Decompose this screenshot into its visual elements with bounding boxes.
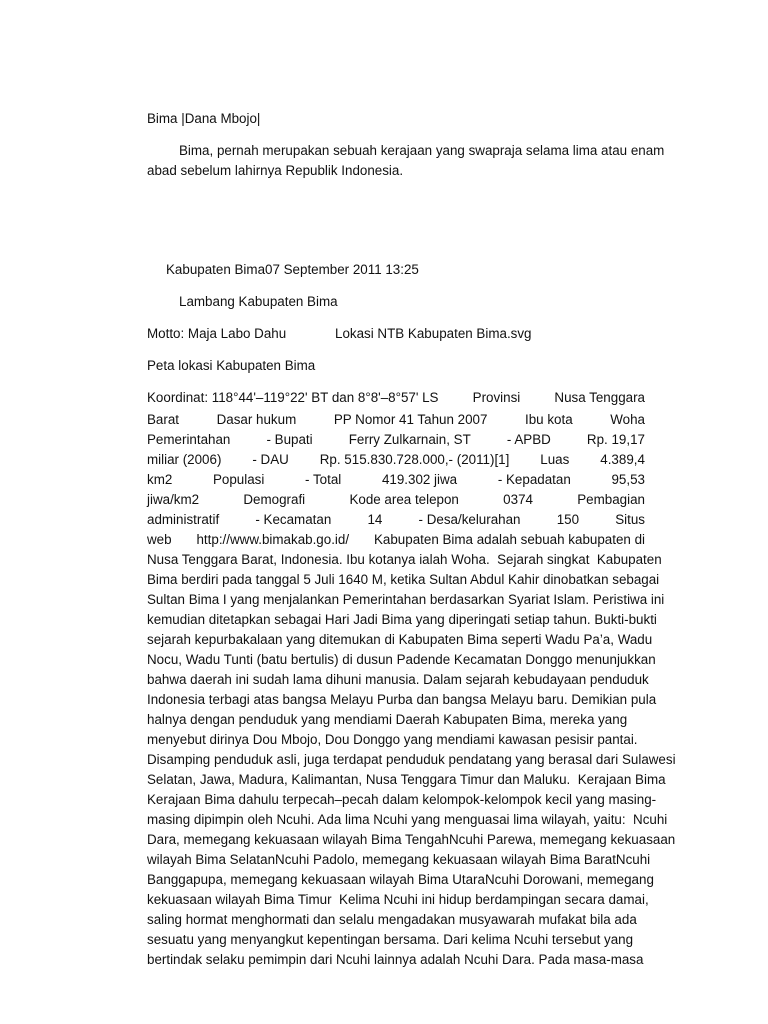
infobox-cell: PP Nomor 41 Tahun 2007 [333, 412, 488, 427]
infobox-row [147, 510, 645, 530]
peta-caption: Peta lokasi Kabupaten Bima [147, 358, 316, 373]
body-line: Nusa Tenggara Barat, Indonesia. Ibu kotanya ialah Woha. Sejarah singkat Kabupaten [147, 552, 662, 567]
infobox-cell: Ferry Zulkarnain, ST [348, 432, 471, 447]
body-line: kemudian ditetapkan sebagai Hari Jadi Bima yang diperingati setiap tahun. Bukti-bukti [147, 612, 657, 627]
body-line: Selatan, Jawa, Madura, Kalimantan, Nusa Tenggara Timur dan Maluku. Kerajaan Bima [147, 772, 666, 787]
infobox-row [147, 410, 645, 430]
article-title: Kabupaten Bima07 September 2011 13:25 [166, 262, 419, 277]
infobox-cell: Barat [147, 412, 180, 427]
infobox-cell: 14 [367, 512, 383, 527]
infobox-cell: Demografi [243, 492, 306, 507]
infobox-cell: Dasar hukum [216, 412, 297, 427]
infobox-row [147, 450, 645, 470]
infobox-row [147, 490, 645, 510]
infobox-cell: 150 [556, 512, 580, 527]
lambang-caption: Lambang Kabupaten Bima [179, 294, 338, 309]
body-line: Sultan Bima I yang menjalankan Pemerintahan berdasarkan Syariat Islam. Peristiwa ini [147, 592, 665, 607]
infobox-cell: Koordinat: 118°44'–119°22' BT dan 8°8'–8°57' LS [147, 390, 439, 405]
motto: Motto: Maja Labo Dahu [147, 326, 287, 341]
infobox-cell: - Kecamatan [255, 512, 332, 527]
infobox-cell: - Kepadatan [497, 472, 571, 487]
infobox-cell: jiwa/km2 [147, 492, 200, 507]
body-line: wilayah Bima SelatanNcuhi Padolo, memegang kekuasaan wilayah Bima BaratNcuhi [147, 852, 651, 867]
infobox-cell: 419.302 jiwa [381, 472, 458, 487]
document-header: Bima |Dana Mbojo| [147, 111, 261, 126]
infobox-cell: km2 [147, 472, 173, 487]
infobox-row [147, 470, 645, 490]
infobox-cell: Kabupaten Bima adalah sebuah kabupaten di [373, 532, 645, 547]
intro-line-1: Bima, pernah merupakan sebuah kerajaan yang swapraja selama lima atau enam [179, 143, 665, 158]
infobox-cell: - Desa/kelurahan [418, 512, 521, 527]
infobox-cell: Populasi [212, 472, 265, 487]
body-line: Banggapupa, memegang kekuasaan wilayah Bima UtaraNcuhi Dorowani, memegang [147, 872, 654, 887]
infobox-cell: - Bupati [266, 432, 313, 447]
body-line: halnya dengan penduduk yang mendiami Daerah Kabupaten Bima, mereka yang [147, 712, 628, 727]
intro-line-2: abad sebelum lahirnya Republik Indonesia. [147, 163, 404, 178]
infobox-cell: - APBD [506, 432, 551, 447]
infobox-row [147, 388, 645, 408]
infobox-cell: Pembagian [577, 492, 645, 507]
body-line: Nocu, Wadu Tunti (batu bertulis) di dusun Padende Kecamatan Donggo menunjukkan [147, 652, 656, 667]
body-line: Kerajaan Bima dahulu terpecah–pecah dalam kelompok-kelompok kecil yang masing- [147, 792, 657, 807]
infobox-cell: administratif [147, 512, 220, 527]
body-line: Dara, memegang kekuasaan wilayah Bima TengahNcuhi Parewa, memegang kekuasaan [147, 832, 676, 847]
body-line: bahwa daerah ini sudah lama dihuni manusia. Dalam sejarah kebudayaan penduduk [147, 672, 649, 687]
body-line: kekuasaan wilayah Bima Timur Kelima Ncuhi ini hidup berdampingan secara damai, [147, 892, 649, 907]
body-line: Bima berdiri pada tanggal 5 Juli 1640 M, ketika Sultan Abdul Kahir dinobatkan sebagai [147, 572, 660, 587]
infobox-cell: 95,53 [611, 472, 645, 487]
infobox-cell: 0374 [503, 492, 533, 507]
infobox-cell: - DAU [252, 452, 289, 467]
body-line: bertindak selaku pemimpin dari Ncuhi lainnya adalah Ncuhi Dara. Pada masa-masa [147, 952, 644, 967]
infobox-row [147, 430, 645, 450]
infobox-cell: 4.389,4 [600, 452, 645, 467]
infobox-cell: Luas [540, 452, 570, 467]
infobox-cell: Kode area telepon [349, 492, 459, 507]
body-line: sesuatu yang menyangkut kepentingan bersama. Dari kelima Ncuhi tersebut yang [147, 932, 634, 947]
body-line: masing dipimpin oleh Ncuhi. Ada lima Ncuhi yang menguasai lima wilayah, yaitu: Ncuhi [147, 812, 668, 827]
infobox-link[interactable]: http://www.bimakab.go.id/ [196, 532, 350, 547]
body-line: menyebut dirinya Dou Mbojo, Dou Donggo yang mendiami kawasan pesisir pantai. [147, 732, 638, 747]
infobox-cell: - Total [305, 472, 342, 487]
infobox-cell: Provinsi [472, 390, 521, 405]
infobox-cell: Nusa Tenggara [554, 390, 645, 405]
body-line: Disamping penduduk asli, juga terdapat penduduk pendatang yang berasal dari Sulawesi [147, 752, 676, 767]
infobox-cell: Rp. 19,17 [586, 432, 645, 447]
infobox-cell: miliar (2006) [147, 452, 222, 467]
infobox-cell: Situs [615, 512, 645, 527]
body-line: sejarah kepurbakalaan yang ditemukan di Kabupaten Bima seperti Wadu Pa’a, Wadu [147, 632, 653, 647]
lokasi-caption: Lokasi NTB Kabupaten Bima.svg [335, 326, 532, 341]
body-line: Indonesia terbagi atas bangsa Melayu Purba dan bangsa Melayu baru. Demikian pula [147, 692, 657, 707]
infobox-cell: Woha [610, 412, 645, 427]
infobox-cell: Rp. 515.830.728.000,- (2011)[1] [319, 452, 510, 467]
infobox-cell: Pemerintahan [147, 432, 231, 447]
infobox-cell: web [147, 532, 172, 547]
body-line: saling hormat menghormati dan selalu mengadakan musyawarah mufakat bila ada [147, 912, 637, 927]
infobox-row [147, 530, 645, 550]
infobox-cell: Ibu kota [525, 412, 573, 427]
